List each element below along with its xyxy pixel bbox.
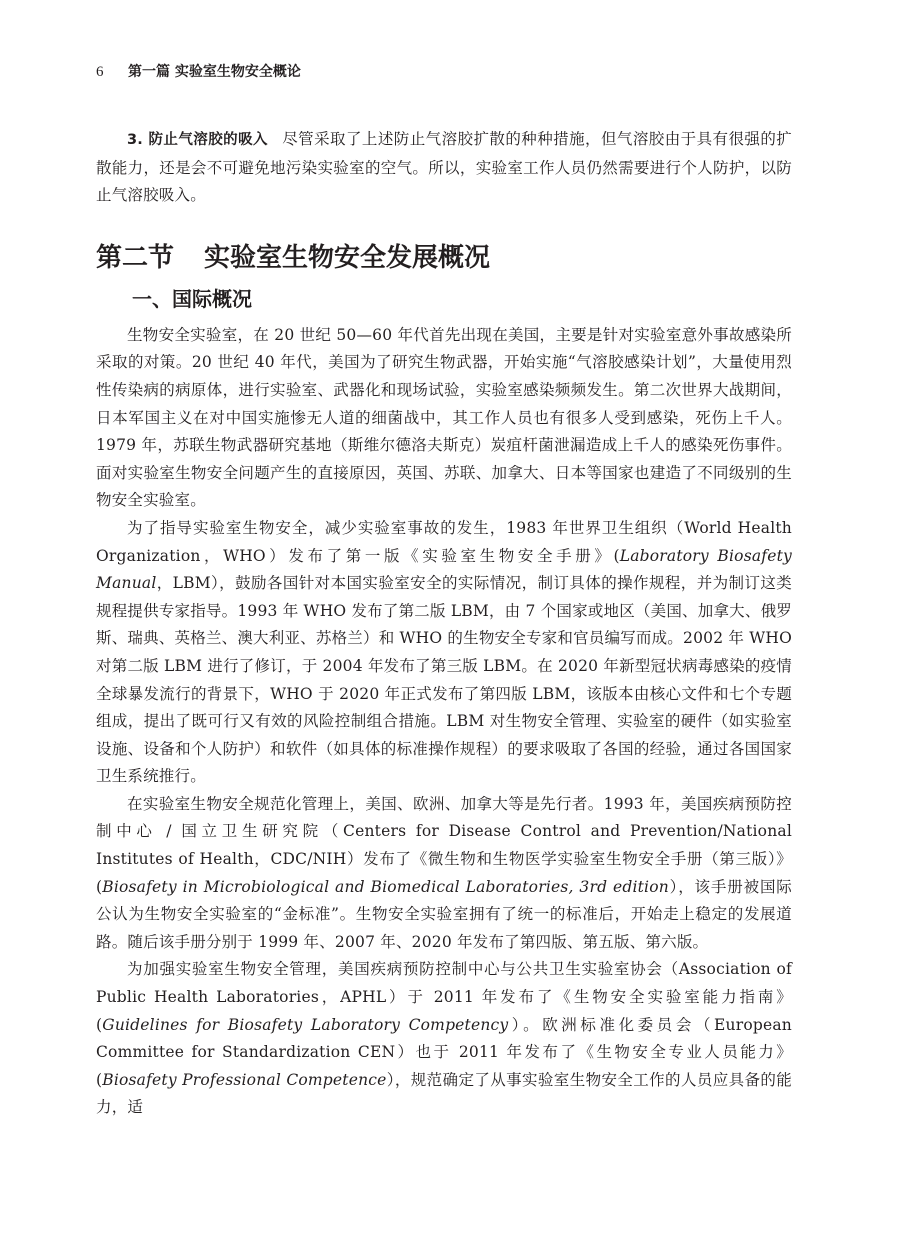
paragraph-cdc-bmbl: [96, 791, 792, 957]
paragraph-competency: [96, 956, 792, 1122]
section-number: 第二节: [96, 242, 175, 273]
guidelines-title-italic: Guidelines for Biosafety Laboratory Competency: [102, 1015, 509, 1034]
paragraph-text: 为加强实验室生物安全管理，美国疾病预防控制中心与公共卫生实验室协会（Association of Public Health Laboratories，APHL）于 2011 年发布了《生物安全实验室能力指南》(: [96, 960, 792, 1034]
main-text: [96, 126, 792, 1122]
paragraph-text: ），该手册被国际公认为生物安全实验室的“金标准”。生物安全实验室拥有了统一的标准后，开始走上稳定的发展道路。随后该手册分别于 1999 年、2007 年、2020 年发布了第四版、第五版、第六版。: [96, 877, 792, 951]
paragraph-text: 在实验室生物安全规范化管理上，美国、欧洲、加拿大等是先行者。1993 年，美国疾病预防控制中心 / 国立卫生研究院（Centers for Disease Control and Prevention/National Institutes of Health，CDC/NIH）发布了《微生物和生物医学实验室生物安全手册（第三版）》(: [96, 794, 792, 896]
paragraph-history: 生物安全实验室，在 20 世纪 50—60 年代首先出现在美国，主要是针对实验室意外事故感染所采取的对策。20 世纪 40 年代，美国为了研究生物武器，开始实施“气溶胶感染计划”，大量使用烈性传染病的病原体，进行实验室、武器化和现场试验，实验室感染频频发生。第二次世界大战期间，日本军国主义在对中国实施惨无人道的细菌战中，其工作人员也有很多人受到感染，死伤上千人。1979 年，苏联生物武器研究基地（斯维尔德洛夫斯克）炭疽杆菌泄漏造成上千人的感染死伤事件。面对实验室生物安全问题产生的直接原因，英国、苏联、加拿大、日本等国家也建造了不同级别的生物安全实验室。: [96, 325, 792, 510]
page-number: 6: [96, 64, 104, 80]
paragraph-aerosol-inhalation: [96, 126, 792, 210]
paragraph-text: 为了指导实验室生物安全，减少实验室事故的发生，1983 年世界卫生组织（World Health Organization，WHO）发布了第一版《实验室生物安全手册》(: [96, 518, 792, 565]
paragraph-text: ）。欧洲标准化委员会（European Committee for Standardization CEN）也于 2011 年发布了《生物安全专业人员能力》(: [96, 1015, 792, 1089]
paragraph-who-lbm: [96, 515, 792, 791]
lbm-title-italic: Laboratory Biosafety Manual: [96, 546, 792, 593]
paragraph-text: ，LBM），鼓励各国针对本国实验室安全的实际情况，制订具体的操作规程，并为制订这类规程提供专家指导。1993 年 WHO 发布了第二版 LBM，由 7 个国家或地区（美国、加拿大、俄罗斯、瑞典、英格兰、澳大利亚、苏格兰）和 WHO 的生物安全专家和官员编写而成。2002 年 WHO 对第二版 LBM 进行了修订，于 2004 年发布了第三版 LBM。在 2020 年新型冠状病毒感染的疫情全球暴发流行的背景下，WHO 于 2020 年正式发布了第四版 LBM，该版本由核心文件和七个专题组成，提出了既可行又有效的风险控制组合措施。LBM 对生物安全管理、实验室的硬件（如实验室设施、设备和个人防护）和软件（如具体的标准操作规程）的要求吸取了各国的经验，通过各国国家卫生系统推行。: [96, 574, 792, 786]
subsection-heading: 一、国际概况: [132, 286, 252, 311]
running-header: [96, 62, 301, 82]
section-heading: [96, 238, 792, 278]
paragraph-text: 尽管采取了上述防止气溶胶扩散的种种措施，但气溶胶由于具有很强的扩散能力，还是会不可避免地污染实验室的空气。所以，实验室工作人员仍然需要进行个人防护，以防止气溶胶吸入。: [96, 130, 792, 205]
paragraph-text: ），规范确定了从事实验室生物安全工作的人员应具备的能力，适: [96, 1070, 793, 1117]
bmbl-title-italic: Biosafety in Microbiological and Biomedical Laboratories, 3rd edition: [102, 877, 669, 896]
part-title: 第一篇 实验室生物安全概论: [128, 64, 301, 80]
section-title: 实验室生物安全发展概况: [204, 242, 491, 273]
competence-title-italic: Biosafety Professional Competence: [102, 1070, 387, 1089]
run-in-heading: 3. 防止气溶胶的吸入: [127, 132, 268, 148]
